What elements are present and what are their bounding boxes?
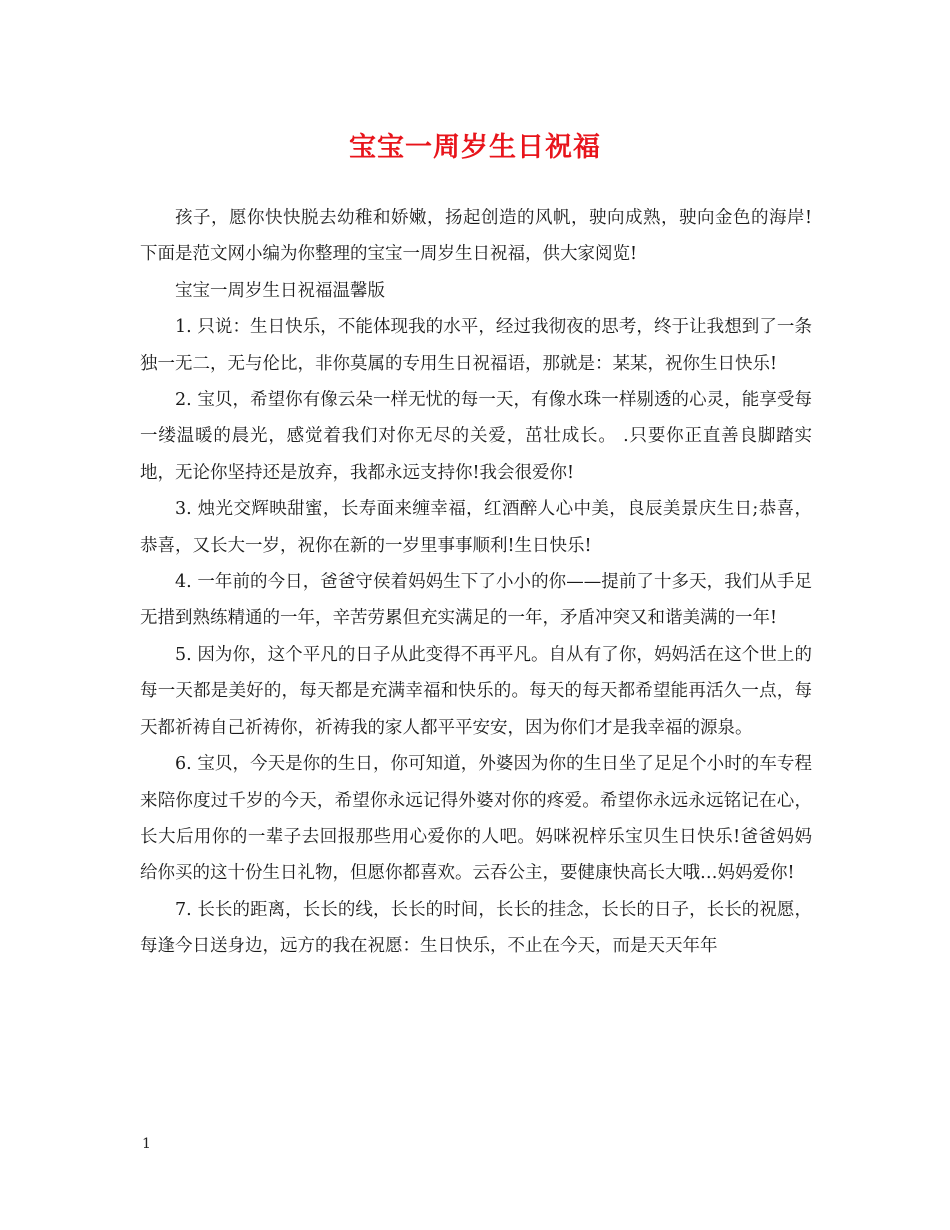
document-body <box>140 200 812 965</box>
section-heading: 宝宝一周岁生日祝福温馨版 <box>175 280 385 301</box>
document-title: 宝宝一周岁生日祝福 <box>349 132 601 163</box>
intro-paragraph: 孩子，愿你快快脱去幼稚和娇嫩，扬起创造的风帆，驶向成熟，驶向金色的海岸!下面是范文网小编为你整理的宝宝一周岁生日祝福，供大家阅览! <box>140 208 812 265</box>
list-item: 3. 烛光交辉映甜蜜，长寿面来缠幸福，红酒醉人心中美，良辰美景庆生日;恭喜，恭喜，又长大一岁，祝你在新的一岁里事事顺利!生日快乐! <box>140 499 812 556</box>
list-item: 7. 长长的距离，长长的线，长长的时间，长长的挂念，长长的日子，长长的祝愿，每逢今日送身边，远方的我在祝愿：生日快乐，不止在今天，而是天天年年 <box>140 899 812 957</box>
list-item: 6. 宝贝，今天是你的生日，你可知道，外婆因为你的生日坐了足足个小时的车专程来陪你度过千岁的今天，希望你永远记得外婆对你的疼爱。希望你永远永远铭记在心，长大后用你的一辈子去回报那些用心爱你的人吧。妈咪祝梓乐宝贝生日快乐!爸爸妈妈给你买的这十份生日礼物，但愿你都喜欢。云吞公主，要健康快高长大哦…妈妈爱你! <box>140 754 812 884</box>
list-item: 2. 宝贝，希望你有像云朵一样无忧的每一天，有像水珠一样剔透的心灵，能享受每一缕温暖的晨光，感觉着我们对你无尽的关爱，茁壮成长。 .只要你正直善良脚踏实地，无论你坚持还是放弃，我都永远支持你!我会很爱你! <box>140 390 812 483</box>
list-item: 1. 只说：生日快乐，不能体现我的水平，经过我彻夜的思考，终于让我想到了一条独一无二，无与伦比，非你莫属的专用生日祝福语，那就是：某某，祝你生日快乐! <box>140 317 812 374</box>
list-item: 5. 因为你，这个平凡的日子从此变得不再平凡。自从有了你，妈妈活在这个世上的每一天都是美好的，每天都是充满幸福和快乐的。每天的每天都希望能再活久一点，每天都祈祷自己祈祷你，祈祷我的家人都平平安安，因为你们才是我幸福的源泉。 <box>140 644 812 738</box>
list-item: 4. 一年前的今日，爸爸守侯着妈妈生下了小小的你——提前了十多天，我们从手足无措到熟练精通的一年，辛苦劳累但充实满足的一年，矛盾冲突又和谐美满的一年! <box>140 572 812 629</box>
page-number: 1 <box>142 1136 151 1152</box>
